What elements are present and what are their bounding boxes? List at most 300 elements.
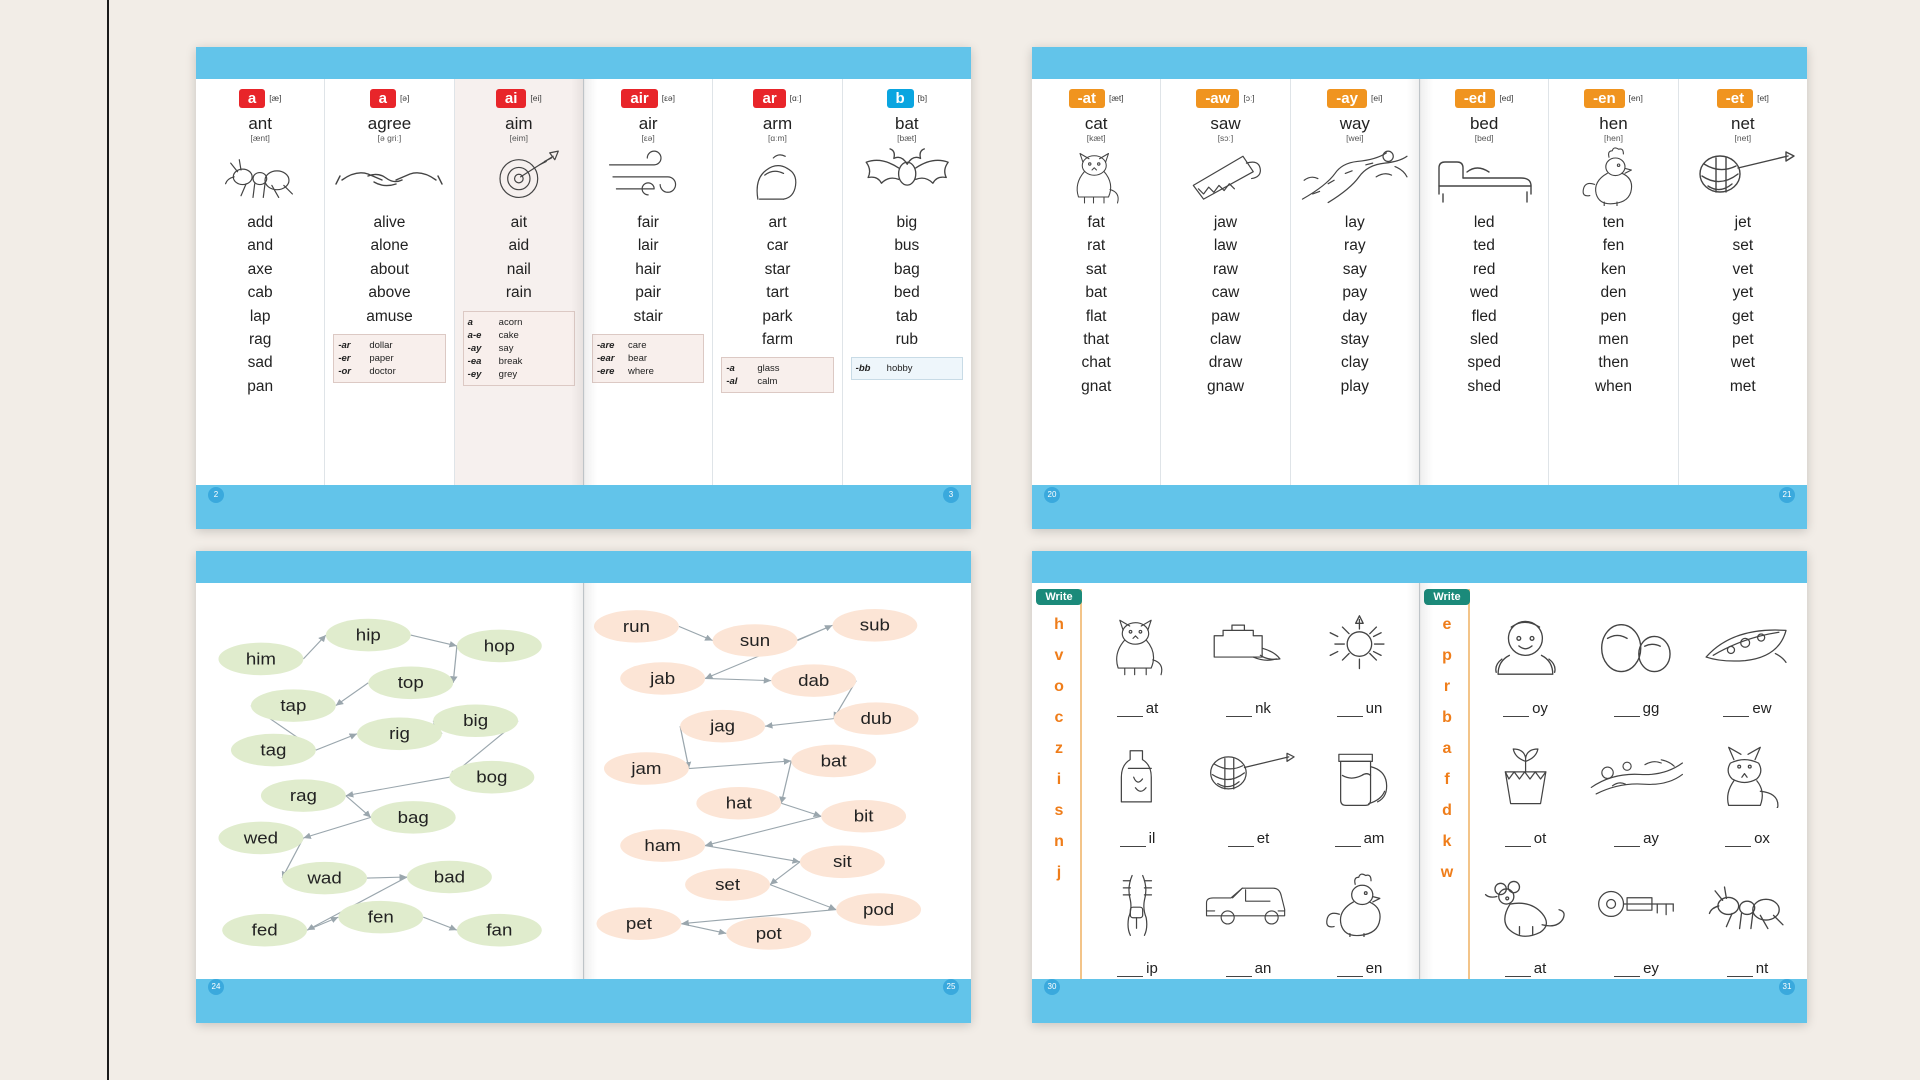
svg-text:bit: bit	[853, 806, 874, 826]
exercise-item	[1692, 849, 1803, 979]
answer-text: et	[1256, 830, 1270, 847]
word-item: men	[1598, 331, 1629, 349]
word-item: wet	[1730, 354, 1755, 372]
letter-option[interactable]: k	[1442, 833, 1452, 850]
headword: aim	[505, 114, 533, 133]
answer-text: gg	[1642, 700, 1660, 717]
page-number-right: 25	[943, 979, 959, 995]
cat-illustration	[1082, 589, 1193, 700]
letter-option[interactable]: o	[1054, 678, 1064, 695]
exercise-item	[1082, 719, 1193, 849]
headword-ipa: [ə griː]	[377, 133, 402, 143]
footer-band	[196, 979, 971, 1023]
note-example: grey	[498, 368, 518, 380]
note-row	[338, 339, 440, 352]
picture-grid	[1470, 589, 1803, 979]
word-item: den	[1600, 284, 1627, 302]
word-list	[845, 211, 969, 351]
phoneme-chip[interactable]: -at	[1069, 89, 1105, 108]
footer-band	[1032, 485, 1807, 529]
phonics-column	[1032, 79, 1161, 485]
phonics-column	[1420, 79, 1549, 485]
note-box	[333, 334, 445, 383]
answer-text: am	[1363, 830, 1385, 847]
phoneme-ipa: [ei]	[1370, 93, 1383, 103]
letter-option[interactable]: f	[1444, 771, 1450, 788]
word-item: ray	[1344, 237, 1366, 255]
svg-text:hat: hat	[725, 793, 752, 813]
word-item: rain	[505, 284, 532, 302]
svg-text:jab: jab	[650, 669, 676, 688]
word-bubble[interactable]	[371, 801, 456, 834]
letter-bank	[1426, 589, 1470, 979]
phoneme-header	[1034, 87, 1158, 109]
blank-input[interactable]	[1120, 834, 1146, 847]
svg-text:big: big	[463, 711, 489, 730]
word-bubble[interactable]	[594, 610, 679, 643]
word-item: rat	[1087, 237, 1106, 255]
phoneme-header	[1163, 87, 1287, 109]
exercise-item	[1692, 719, 1803, 849]
ink-bottle-illustration	[1193, 589, 1304, 700]
blank-input[interactable]	[1117, 704, 1143, 717]
word-item: bed	[893, 284, 920, 302]
word-item: park	[762, 307, 793, 325]
letter-option[interactable]: b	[1442, 709, 1452, 726]
word-bubble[interactable]	[834, 702, 919, 735]
egg-illustration	[1581, 589, 1692, 700]
key-illustration	[1581, 849, 1692, 960]
phoneme-header	[1551, 87, 1675, 109]
blank-input[interactable]	[1335, 834, 1361, 847]
word-item: add	[247, 214, 274, 231]
note-example: say	[498, 342, 514, 354]
answer-text: il	[1148, 830, 1156, 847]
answer-line[interactable]	[1228, 830, 1270, 847]
letter-option[interactable]: p	[1442, 647, 1452, 664]
blank-input[interactable]	[1337, 704, 1363, 717]
word-bubble[interactable]	[713, 624, 798, 657]
word-list	[1551, 211, 1675, 398]
word-bubble[interactable]	[218, 643, 303, 676]
word-bubble[interactable]	[800, 846, 885, 879]
letter-option[interactable]: c	[1054, 709, 1064, 726]
phonics-column	[713, 79, 842, 485]
note-example: bear	[628, 353, 648, 365]
spread-write-exercise	[1032, 551, 1807, 1023]
page-right	[1420, 79, 1807, 485]
answer-line[interactable]	[1337, 700, 1383, 717]
blank-input[interactable]	[1727, 964, 1753, 977]
word-bubble[interactable]	[685, 868, 770, 901]
answer-line[interactable]	[1723, 700, 1771, 717]
answer-text: ew	[1752, 700, 1772, 717]
net-illustration	[1681, 145, 1805, 207]
word-item: pair	[635, 284, 662, 302]
svg-text:dub: dub	[860, 709, 892, 728]
net-illustration	[1193, 719, 1304, 830]
word-bubble[interactable]	[836, 893, 921, 926]
word-list	[1163, 211, 1287, 398]
note-box	[851, 357, 963, 380]
word-bubble[interactable]	[449, 761, 534, 794]
answer-line[interactable]	[1505, 830, 1547, 847]
bay-illustration	[1581, 719, 1692, 830]
phoneme-chip[interactable]: a	[239, 89, 265, 108]
blank-input[interactable]	[1226, 704, 1252, 717]
note-key: -er	[338, 353, 351, 365]
exercise-item	[1581, 589, 1692, 719]
phoneme-header	[327, 87, 451, 109]
svg-text:tag: tag	[260, 740, 287, 760]
letter-option[interactable]: e	[1442, 616, 1452, 633]
word-bubble[interactable]	[433, 705, 518, 738]
answer-line[interactable]	[1226, 700, 1271, 717]
word-bubble[interactable]	[771, 664, 856, 697]
fox-illustration	[1692, 719, 1803, 830]
blank-input[interactable]	[1503, 704, 1529, 717]
word-item: say	[1342, 260, 1367, 278]
svg-text:fan: fan	[486, 920, 513, 940]
blank-input[interactable]	[1614, 704, 1640, 717]
word-item: about	[370, 260, 409, 278]
exercise-item	[1193, 849, 1304, 979]
note-row	[468, 368, 570, 381]
headword-ipa: [bæt]	[897, 133, 917, 143]
phoneme-chip[interactable]: -ed	[1455, 89, 1496, 108]
word-item: led	[1473, 214, 1495, 231]
word-item: ait	[510, 214, 527, 231]
word-list	[715, 211, 839, 351]
bed-illustration	[1422, 145, 1546, 207]
bat-illustration	[845, 145, 969, 207]
blank-input[interactable]	[1505, 964, 1531, 977]
phoneme-ipa: [æ]	[269, 93, 282, 103]
word-item: get	[1732, 307, 1754, 325]
answer-line[interactable]	[1505, 960, 1547, 977]
word-item: star	[764, 260, 791, 278]
phoneme-header	[1293, 87, 1417, 109]
svg-text:jam: jam	[631, 759, 662, 778]
word-bubble[interactable]	[282, 862, 367, 895]
letter-option[interactable]: s	[1054, 802, 1064, 819]
cat-illustration	[1034, 145, 1158, 207]
page-number-left: 2	[208, 487, 224, 503]
svg-text:pet: pet	[625, 914, 652, 933]
picture-grid	[1082, 589, 1415, 979]
svg-text:sit: sit	[833, 852, 852, 871]
phoneme-chip[interactable]: -ay	[1327, 89, 1367, 108]
answer-line[interactable]	[1120, 830, 1156, 847]
word-item: lay	[1344, 214, 1365, 231]
word-item: pet	[1732, 331, 1754, 349]
word-bubble[interactable]	[696, 787, 781, 820]
phoneme-chip[interactable]: -en	[1584, 89, 1625, 108]
phoneme-ipa: [ɔː]	[1243, 93, 1255, 103]
answer-line[interactable]	[1727, 960, 1769, 977]
exercise-item	[1470, 589, 1581, 719]
word-item: vet	[1732, 260, 1754, 278]
answer-line[interactable]	[1117, 960, 1158, 977]
exercise-item	[1581, 719, 1692, 849]
svg-text:wed: wed	[243, 828, 279, 848]
note-key: -ay	[467, 342, 482, 354]
headword-ipa: [hen]	[1604, 133, 1623, 143]
svg-text:tap: tap	[280, 696, 307, 715]
word-item: amuse	[366, 307, 413, 325]
ant-illustration	[198, 145, 322, 207]
exercise-item	[1193, 589, 1304, 719]
phonics-column	[843, 79, 971, 485]
word-bubble[interactable]	[368, 667, 453, 700]
phonics-column	[196, 79, 325, 485]
word-item: lair	[637, 237, 659, 255]
page-edge-line	[107, 0, 109, 1080]
note-example: break	[498, 355, 523, 367]
word-bubble[interactable]	[620, 829, 705, 862]
note-example: dollar	[369, 340, 393, 352]
letter-option[interactable]: a	[1442, 740, 1452, 757]
saw-illustration	[1163, 145, 1287, 207]
blank-input[interactable]	[1725, 834, 1751, 847]
answer-text: at	[1145, 700, 1159, 717]
svg-text:wad: wad	[307, 868, 342, 888]
phonics-column	[1291, 79, 1419, 485]
phoneme-chip[interactable]: -aw	[1196, 89, 1239, 108]
svg-text:pot: pot	[755, 924, 782, 943]
headword: net	[1731, 114, 1755, 133]
header-band	[1032, 551, 1807, 583]
svg-text:bag: bag	[397, 807, 429, 827]
phoneme-header	[1681, 87, 1805, 109]
word-item: bat	[1085, 284, 1107, 302]
page-number-right: 21	[1779, 487, 1795, 503]
word-item: fat	[1087, 214, 1105, 231]
phoneme-ipa: [et]	[1757, 93, 1769, 103]
letter-option[interactable]: z	[1055, 740, 1063, 757]
page-number-left: 20	[1044, 487, 1060, 503]
pot-plant-illustration	[1470, 719, 1581, 830]
word-item: bag	[893, 260, 920, 278]
letter-option[interactable]: j	[1056, 864, 1062, 881]
word-list	[1293, 211, 1417, 398]
letter-option[interactable]: h	[1054, 616, 1064, 633]
word-item: bus	[894, 237, 920, 255]
dew-leaf-illustration	[1692, 589, 1803, 700]
word-bubble[interactable]	[338, 901, 423, 934]
word-bubble[interactable]	[680, 710, 765, 743]
phonics-column	[584, 79, 713, 485]
letter-option[interactable]: v	[1054, 647, 1064, 664]
word-item: shed	[1467, 377, 1501, 395]
headword-ipa: [bed]	[1474, 133, 1494, 143]
svg-text:fed: fed	[251, 920, 278, 940]
phoneme-chip[interactable]: b	[887, 89, 914, 108]
blank-input[interactable]	[1337, 964, 1363, 977]
blank-input[interactable]	[1614, 834, 1640, 847]
word-item: alive	[373, 214, 406, 231]
exercise-item	[1470, 849, 1581, 979]
word-bubble[interactable]	[832, 609, 917, 642]
word-bubble[interactable]	[261, 779, 346, 812]
svg-text:bog: bog	[476, 767, 508, 787]
svg-text:bad: bad	[433, 867, 466, 887]
word-item: above	[368, 284, 411, 302]
word-bubble[interactable]	[596, 907, 681, 940]
blank-input[interactable]	[1614, 964, 1640, 977]
phoneme-ipa: [æt]	[1109, 93, 1124, 103]
headword: arm	[762, 114, 793, 133]
word-item: tab	[896, 307, 918, 325]
word-item: sat	[1085, 260, 1107, 278]
wordchain-left[interactable]	[196, 583, 583, 979]
word-item: pay	[1342, 284, 1368, 302]
answer-line[interactable]	[1337, 960, 1383, 977]
word-item: pen	[1600, 307, 1627, 325]
headword: air	[638, 114, 658, 133]
word-item: then	[1598, 354, 1629, 372]
blank-input[interactable]	[1723, 704, 1749, 717]
note-key: -ar	[338, 340, 351, 352]
phoneme-header	[845, 87, 969, 109]
word-item: red	[1472, 260, 1496, 278]
answer-text: oy	[1532, 700, 1548, 717]
word-item: chat	[1081, 354, 1111, 372]
write-instruction-badge: Write	[1036, 589, 1081, 605]
answer-text: at	[1533, 960, 1547, 977]
blank-input[interactable]	[1228, 834, 1254, 847]
headword-ipa: [eim]	[509, 133, 529, 143]
answer-line[interactable]	[1503, 700, 1548, 717]
page-right-write	[1420, 583, 1807, 979]
footer-band	[1032, 979, 1807, 1023]
word-item: paw	[1211, 307, 1240, 325]
page-left-wordchain	[196, 583, 584, 979]
word-bubble[interactable]	[231, 734, 316, 767]
word-bubble[interactable]	[326, 619, 411, 652]
word-bubble[interactable]	[407, 861, 492, 894]
word-bubble[interactable]	[457, 914, 542, 947]
answer-line[interactable]	[1226, 960, 1272, 977]
headword: agree	[367, 114, 412, 133]
word-bubble[interactable]	[222, 914, 307, 947]
answer-line[interactable]	[1725, 830, 1770, 847]
note-example: calm	[757, 376, 778, 388]
note-box	[721, 357, 833, 393]
letter-option[interactable]: d	[1442, 802, 1452, 819]
word-item: that	[1083, 331, 1110, 349]
note-key: -ear	[597, 353, 615, 365]
note-row	[856, 362, 958, 375]
letter-bank	[1038, 589, 1082, 979]
headword-ipa: [εə]	[641, 133, 655, 143]
jam-jar-illustration	[1304, 719, 1415, 830]
phonics-column	[1549, 79, 1678, 485]
blank-input[interactable]	[1226, 964, 1252, 977]
handshake-illustration	[327, 145, 451, 207]
svg-text:bat: bat	[820, 751, 847, 771]
word-item: car	[766, 237, 789, 255]
word-bubble[interactable]	[821, 800, 906, 833]
letter-option[interactable]: n	[1054, 833, 1064, 850]
phonics-column	[455, 79, 583, 485]
phoneme-chip[interactable]: ai	[496, 89, 527, 108]
phoneme-chip[interactable]: a	[370, 89, 396, 108]
word-list	[198, 211, 322, 398]
headword: cat	[1084, 114, 1108, 133]
word-item: jaw	[1213, 214, 1238, 231]
phoneme-chip[interactable]: air	[621, 89, 657, 108]
svg-text:rag: rag	[289, 786, 317, 805]
note-example: hobby	[886, 363, 913, 375]
svg-text:top: top	[397, 673, 424, 692]
exercise-item	[1304, 589, 1415, 719]
exercise-item	[1082, 589, 1193, 719]
note-key: -bb	[855, 363, 871, 375]
answer-text: un	[1365, 700, 1383, 717]
answer-text: ey	[1643, 960, 1659, 977]
phoneme-chip[interactable]: -et	[1717, 89, 1753, 108]
svg-text:dab: dab	[798, 671, 830, 690]
word-bubble[interactable]	[726, 917, 811, 950]
word-bubble[interactable]	[457, 630, 542, 663]
word-item: jet	[1734, 214, 1751, 231]
word-item: art	[768, 214, 787, 231]
note-row	[338, 365, 440, 378]
page-number-left: 30	[1044, 979, 1060, 995]
answer-line[interactable]	[1614, 960, 1659, 977]
answer-text: ay	[1643, 830, 1659, 847]
word-bubble[interactable]	[620, 662, 705, 695]
word-item: sad	[247, 354, 273, 372]
blank-input[interactable]	[1117, 964, 1143, 977]
answer-line[interactable]	[1117, 700, 1159, 717]
phoneme-chip[interactable]: ar	[753, 89, 785, 108]
answer-line[interactable]	[1335, 830, 1385, 847]
spread-pages	[1032, 583, 1807, 979]
word-bubble[interactable]	[791, 745, 876, 778]
footer-band	[196, 485, 971, 529]
word-item: caw	[1211, 284, 1240, 302]
word-bubble[interactable]	[251, 689, 336, 722]
page-number-right: 31	[1779, 979, 1795, 995]
answer-text: nk	[1255, 700, 1271, 717]
blank-input[interactable]	[1505, 834, 1531, 847]
letter-option[interactable]: i	[1056, 771, 1062, 788]
wind-illustration	[586, 145, 710, 207]
word-bubble[interactable]	[604, 752, 689, 785]
word-item: wed	[1469, 284, 1499, 302]
note-box	[592, 334, 704, 383]
svg-text:run: run	[622, 616, 650, 636]
word-item: nail	[506, 260, 531, 278]
spread-phonics-b	[1032, 47, 1807, 529]
exercise-item	[1692, 589, 1803, 719]
word-bubble[interactable]	[218, 822, 303, 855]
answer-line[interactable]	[1614, 700, 1660, 717]
headword: ant	[248, 114, 272, 133]
note-row	[726, 375, 828, 388]
wordchain-right[interactable]	[584, 583, 971, 979]
word-bubble[interactable]	[357, 718, 442, 751]
letter-option[interactable]: r	[1443, 678, 1451, 695]
answer-line[interactable]	[1614, 830, 1659, 847]
word-item: sled	[1469, 331, 1499, 349]
letter-option[interactable]: w	[1440, 864, 1454, 881]
page-left-write	[1032, 583, 1420, 979]
word-item: aid	[508, 237, 530, 255]
headword-ipa: [sɔː]	[1217, 133, 1234, 143]
